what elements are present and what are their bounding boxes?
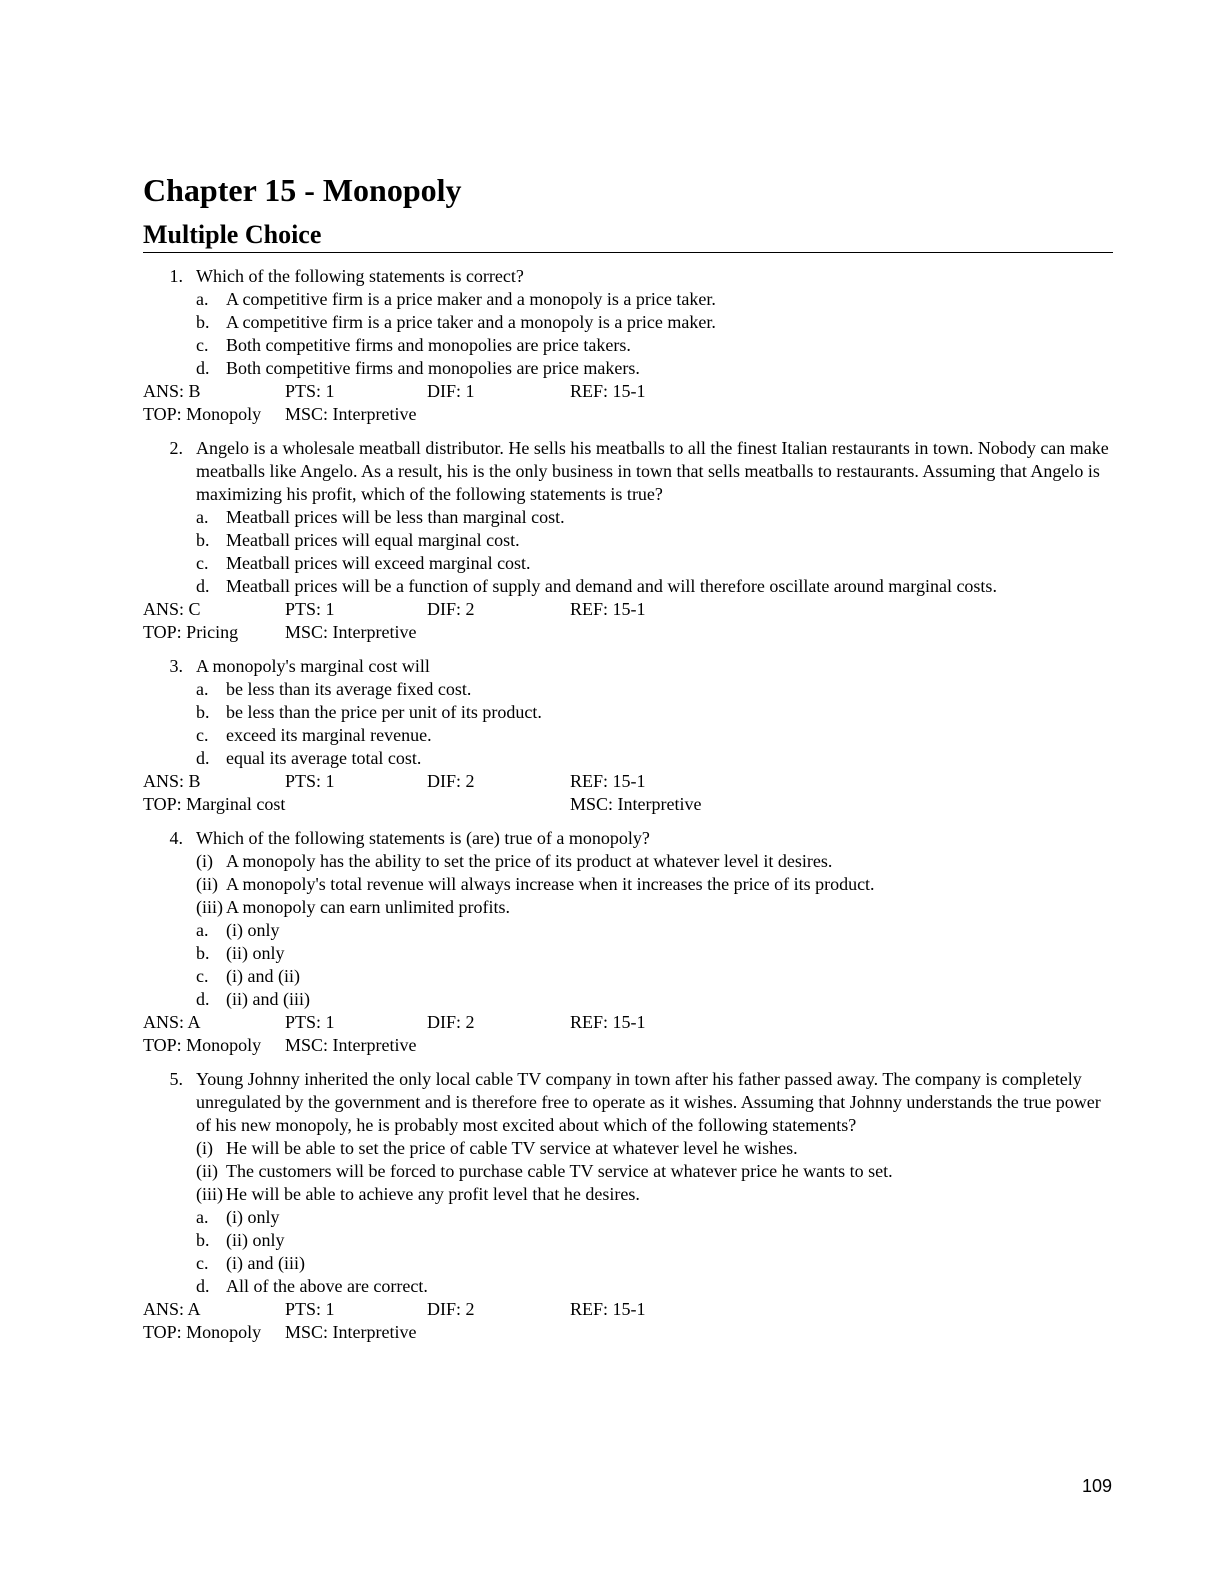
- answer-option: [143, 288, 1113, 311]
- option-letter: a.: [196, 507, 209, 527]
- statement-item: [143, 873, 1113, 896]
- question-stem: [143, 437, 1113, 506]
- topic-meta: [143, 1321, 1113, 1344]
- option-text: (i) only: [226, 920, 280, 940]
- option-text: Meatball prices will be less than marginal cost.: [226, 507, 565, 527]
- statement-item: [143, 1160, 1113, 1183]
- section-divider: [143, 252, 1113, 253]
- answer-meta: [143, 770, 1113, 793]
- topic-meta: [143, 403, 1113, 426]
- statement-label: (i): [196, 1138, 213, 1158]
- answer-key: ANS: C: [143, 599, 201, 619]
- option-text: Meatball prices will be a function of supply and demand and will therefore oscillate around marginal costs.: [226, 576, 997, 596]
- answer-option: [143, 942, 1113, 965]
- answer-key: ANS: B: [143, 381, 201, 401]
- difficulty: DIF: 1: [427, 381, 475, 401]
- question-number: 1.: [169, 266, 183, 286]
- difficulty: DIF: 2: [427, 1012, 475, 1032]
- reference: REF: 15-1: [570, 1012, 646, 1032]
- question-list: [143, 265, 1113, 1355]
- question-text: Young Johnny inherited the only local cable TV company in town after his father passed away. The company is completely unregulated by the government and is therefore free to operate as it wishes. Assuming that Johnny understands the true power of his new monopoly, he is probably most excited about which of the following statements?: [196, 1069, 1101, 1135]
- statement-label: (i): [196, 851, 213, 871]
- question-text: Angelo is a wholesale meatball distributor. He sells his meatballs to all the finest Italian restaurants in town. Nobody can make meatballs like Angelo. As a result, his is the only business in town that sells meatballs to restaurants. Assuming that Angelo is maximizing his profit, which of the following statements is true?: [196, 438, 1109, 504]
- chapter-title: Chapter 15 - Monopoly: [143, 172, 462, 208]
- option-text: (ii) and (iii): [226, 989, 310, 1009]
- statement-item: [143, 896, 1113, 919]
- option-text: A competitive firm is a price taker and a monopoly is a price maker.: [226, 312, 716, 332]
- msc-category: MSC: Interpretive: [570, 794, 702, 814]
- option-letter: d.: [196, 748, 210, 768]
- msc-category: MSC: Interpretive: [285, 1322, 417, 1342]
- answer-option: [143, 1206, 1113, 1229]
- option-text: (ii) only: [226, 943, 285, 963]
- question-stem: [143, 265, 1113, 288]
- answer-option: [143, 919, 1113, 942]
- question-stem: [143, 655, 1113, 678]
- msc-category: MSC: Interpretive: [285, 404, 417, 424]
- topic: TOP: Marginal cost: [143, 794, 286, 814]
- points: PTS: 1: [285, 1299, 335, 1319]
- reference: REF: 15-1: [570, 381, 646, 401]
- question-number: 3.: [169, 656, 183, 676]
- option-letter: c.: [196, 1253, 209, 1273]
- topic-meta: [143, 793, 1113, 816]
- answer-option: [143, 575, 1113, 598]
- option-letter: b.: [196, 312, 210, 332]
- topic-meta: [143, 1034, 1113, 1057]
- question-item: [143, 437, 1113, 644]
- answer-option: [143, 1275, 1113, 1298]
- option-text: A competitive firm is a price maker and a monopoly is a price taker.: [226, 289, 716, 309]
- option-text: be less than its average fixed cost.: [226, 679, 472, 699]
- option-letter: c.: [196, 966, 209, 986]
- points: PTS: 1: [285, 1012, 335, 1032]
- msc-category: MSC: Interpretive: [285, 622, 417, 642]
- question-number: 5.: [169, 1069, 183, 1089]
- option-letter: b.: [196, 702, 210, 722]
- option-letter: d.: [196, 989, 210, 1009]
- topic: TOP: Monopoly: [143, 404, 262, 424]
- option-text: exceed its marginal revenue.: [226, 725, 432, 745]
- topic: TOP: Monopoly: [143, 1322, 262, 1342]
- reference: REF: 15-1: [570, 1299, 646, 1319]
- statement-text: A monopoly's total revenue will always increase when it increases the price of its product.: [226, 874, 875, 894]
- answer-option: [143, 506, 1113, 529]
- option-letter: a.: [196, 289, 209, 309]
- question-stem: [143, 827, 1113, 850]
- topic: TOP: Monopoly: [143, 1035, 262, 1055]
- answer-key: ANS: A: [143, 1299, 201, 1319]
- option-text: be less than the price per unit of its product.: [226, 702, 542, 722]
- answer-meta: [143, 1011, 1113, 1034]
- option-letter: b.: [196, 943, 210, 963]
- answer-option: [143, 724, 1113, 747]
- statement-item: [143, 1137, 1113, 1160]
- answer-option: [143, 311, 1113, 334]
- option-text: All of the above are correct.: [226, 1276, 428, 1296]
- option-text: (ii) only: [226, 1230, 285, 1250]
- question-item: [143, 265, 1113, 426]
- answer-option: [143, 334, 1113, 357]
- points: PTS: 1: [285, 599, 335, 619]
- option-letter: b.: [196, 1230, 210, 1250]
- option-text: (i) and (iii): [226, 1253, 305, 1273]
- option-letter: c.: [196, 553, 209, 573]
- answer-option: [143, 965, 1113, 988]
- option-letter: b.: [196, 530, 210, 550]
- answer-option: [143, 701, 1113, 724]
- option-letter: a.: [196, 920, 209, 940]
- points: PTS: 1: [285, 771, 335, 791]
- difficulty: DIF: 2: [427, 599, 475, 619]
- statement-text: A monopoly can earn unlimited profits.: [226, 897, 510, 917]
- option-text: Meatball prices will equal marginal cost.: [226, 530, 520, 550]
- statement-item: [143, 1183, 1113, 1206]
- question-text: Which of the following statements is correct?: [196, 266, 524, 286]
- option-letter: d.: [196, 1276, 210, 1296]
- option-letter: c.: [196, 335, 209, 355]
- statement-label: (ii): [196, 874, 218, 894]
- page-number: 109: [1081, 1476, 1112, 1496]
- question-item: [143, 655, 1113, 816]
- option-letter: a.: [196, 679, 209, 699]
- option-text: Both competitive firms and monopolies are price takers.: [226, 335, 631, 355]
- answer-option: [143, 357, 1113, 380]
- answer-meta: [143, 380, 1113, 403]
- statement-item: [143, 850, 1113, 873]
- answer-option: [143, 988, 1113, 1011]
- msc-category: MSC: Interpretive: [285, 1035, 417, 1055]
- answer-option: [143, 1252, 1113, 1275]
- option-text: equal its average total cost.: [226, 748, 422, 768]
- statement-label: (iii): [196, 1184, 223, 1204]
- statement-text: The customers will be forced to purchase cable TV service at whatever price he wants to set.: [226, 1161, 893, 1181]
- option-text: Meatball prices will exceed marginal cost.: [226, 553, 531, 573]
- answer-option: [143, 1229, 1113, 1252]
- question-item: [143, 827, 1113, 1057]
- option-letter: c.: [196, 725, 209, 745]
- statement-label: (iii): [196, 897, 223, 917]
- option-letter: a.: [196, 1207, 209, 1227]
- statement-text: He will be able to set the price of cable TV service at whatever level he wishes.: [226, 1138, 798, 1158]
- question-number: 2.: [169, 438, 183, 458]
- option-letter: d.: [196, 576, 210, 596]
- statement-label: (ii): [196, 1161, 218, 1181]
- answer-key: ANS: A: [143, 1012, 201, 1032]
- option-text: (i) and (ii): [226, 966, 300, 986]
- option-text: Both competitive firms and monopolies are price makers.: [226, 358, 640, 378]
- section-title: Multiple Choice: [143, 220, 322, 249]
- answer-option: [143, 552, 1113, 575]
- question-text: Which of the following statements is (are) true of a monopoly?: [196, 828, 650, 848]
- reference: REF: 15-1: [570, 771, 646, 791]
- answer-option: [143, 678, 1113, 701]
- difficulty: DIF: 2: [427, 1299, 475, 1319]
- answer-meta: [143, 1298, 1113, 1321]
- topic-meta: [143, 621, 1113, 644]
- option-text: (i) only: [226, 1207, 280, 1227]
- difficulty: DIF: 2: [427, 771, 475, 791]
- question-text: A monopoly's marginal cost will: [196, 656, 430, 676]
- answer-option: [143, 529, 1113, 552]
- statement-text: He will be able to achieve any profit level that he desires.: [226, 1184, 640, 1204]
- question-stem: [143, 1068, 1113, 1137]
- points: PTS: 1: [285, 381, 335, 401]
- topic: TOP: Pricing: [143, 622, 239, 642]
- answer-option: [143, 747, 1113, 770]
- question-number: 4.: [169, 828, 183, 848]
- statement-text: A monopoly has the ability to set the price of its product at whatever level it desires.: [226, 851, 833, 871]
- question-item: [143, 1068, 1113, 1344]
- answer-meta: [143, 598, 1113, 621]
- reference: REF: 15-1: [570, 599, 646, 619]
- option-letter: d.: [196, 358, 210, 378]
- answer-key: ANS: B: [143, 771, 201, 791]
